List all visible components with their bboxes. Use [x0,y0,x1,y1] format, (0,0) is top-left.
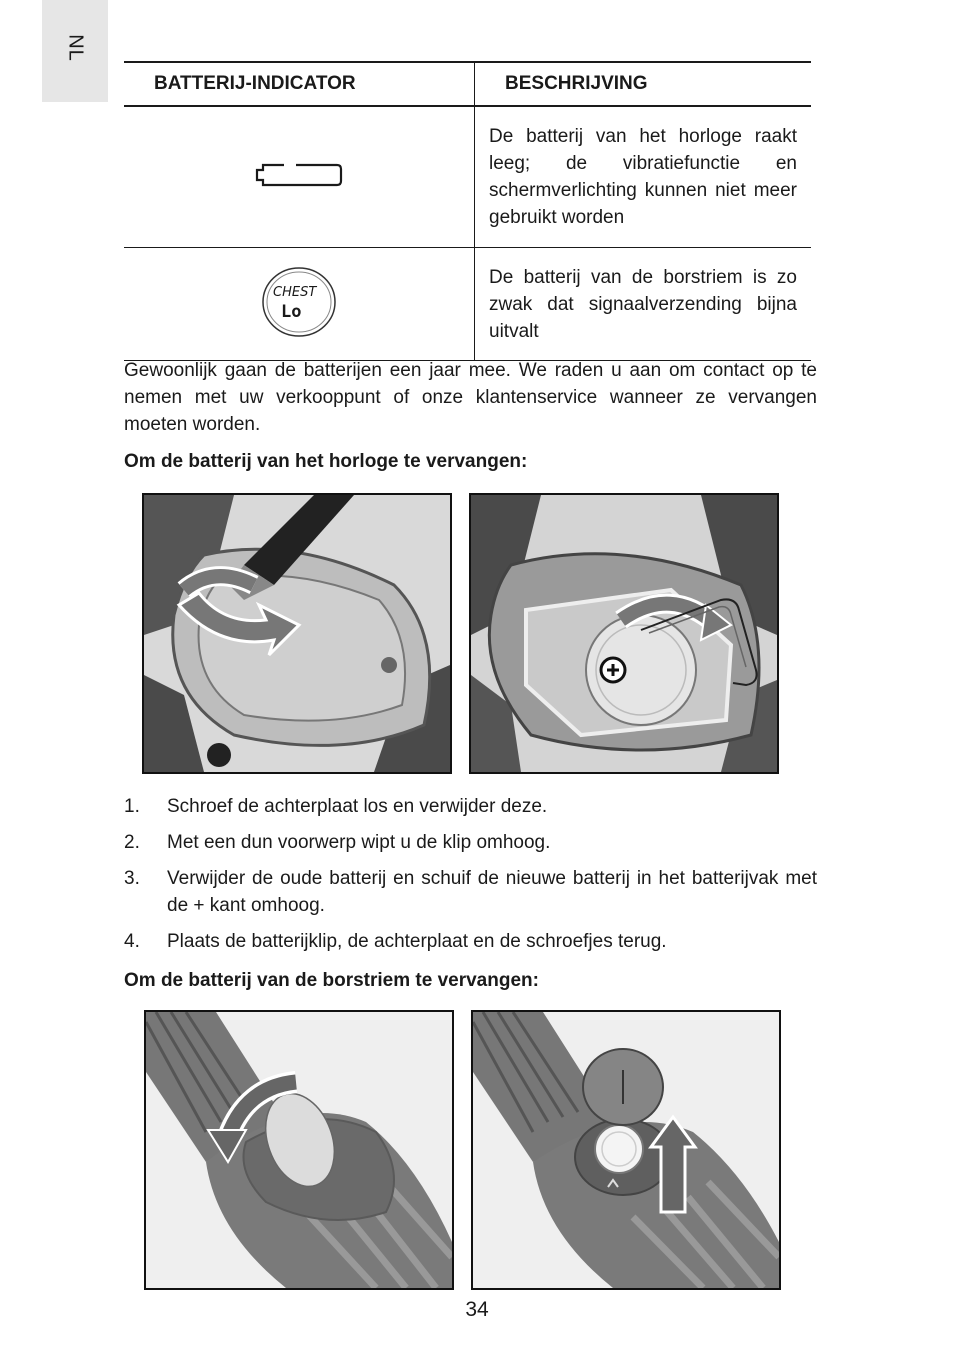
step-text: Plaats de batterijklip, de achterplaat en de schroefjes terug. [167,931,667,952]
battery-indicator-table [124,61,811,361]
battery-clip-illustration [469,493,779,774]
watch-backplate-illustration [142,493,452,774]
battery-empty-icon [253,160,345,190]
list-item [124,829,817,856]
step-number: 2. [124,832,140,853]
description-cell: De batterij van de borstriem is zo zwak dat signaalverzending bijna uitvalt [475,248,812,361]
watch-battery-steps [124,793,817,964]
intro-paragraph: Gewoonlijk gaan de batterijen een jaar mee. We raden u aan om contact op te nemen met uw verkooppunt of onze klantenservice wanneer ze vervangen moeten worden. [124,360,817,435]
table-row [124,248,811,361]
lo-label: Lo [281,301,302,322]
page-number: 34 [465,1298,489,1321]
strap-battery-illustration [471,1010,781,1290]
step-text: Met een dun voorwerp wipt u de klip omhoog. [167,832,551,853]
language-label: NL [64,34,87,62]
list-item [124,928,817,955]
watch-battery-heading: Om de batterij van het horloge te vervangen: [124,451,528,472]
list-item [124,865,817,919]
chest-label: CHEST [273,284,317,300]
strap-cover-illustration [144,1010,454,1290]
step-number: 4. [124,931,140,952]
strap-battery-heading: Om de batterij van de borstriem te vervangen: [124,970,539,991]
language-tab [42,0,108,102]
step-text: Schroef de achterplaat los en verwijder deze. [167,796,548,817]
step-text: Verwijder de oude batterij en schuif de nieuwe batterij in het batterijvak met de + kant omhoog. [167,868,817,916]
step-number: 1. [124,796,140,817]
column-header-description: BESCHRIJVING [475,62,812,106]
description-cell: De batterij van het horloge raakt leeg; de vibratiefunctie en schermverlichting kunnen niet meer gebruikt worden [475,106,812,248]
table-row [124,106,811,248]
column-header-indicator: BATTERIJ-INDICATOR [124,62,475,106]
chest-lo-display-icon [259,265,339,339]
list-item [124,793,817,820]
step-number: 3. [124,868,140,889]
